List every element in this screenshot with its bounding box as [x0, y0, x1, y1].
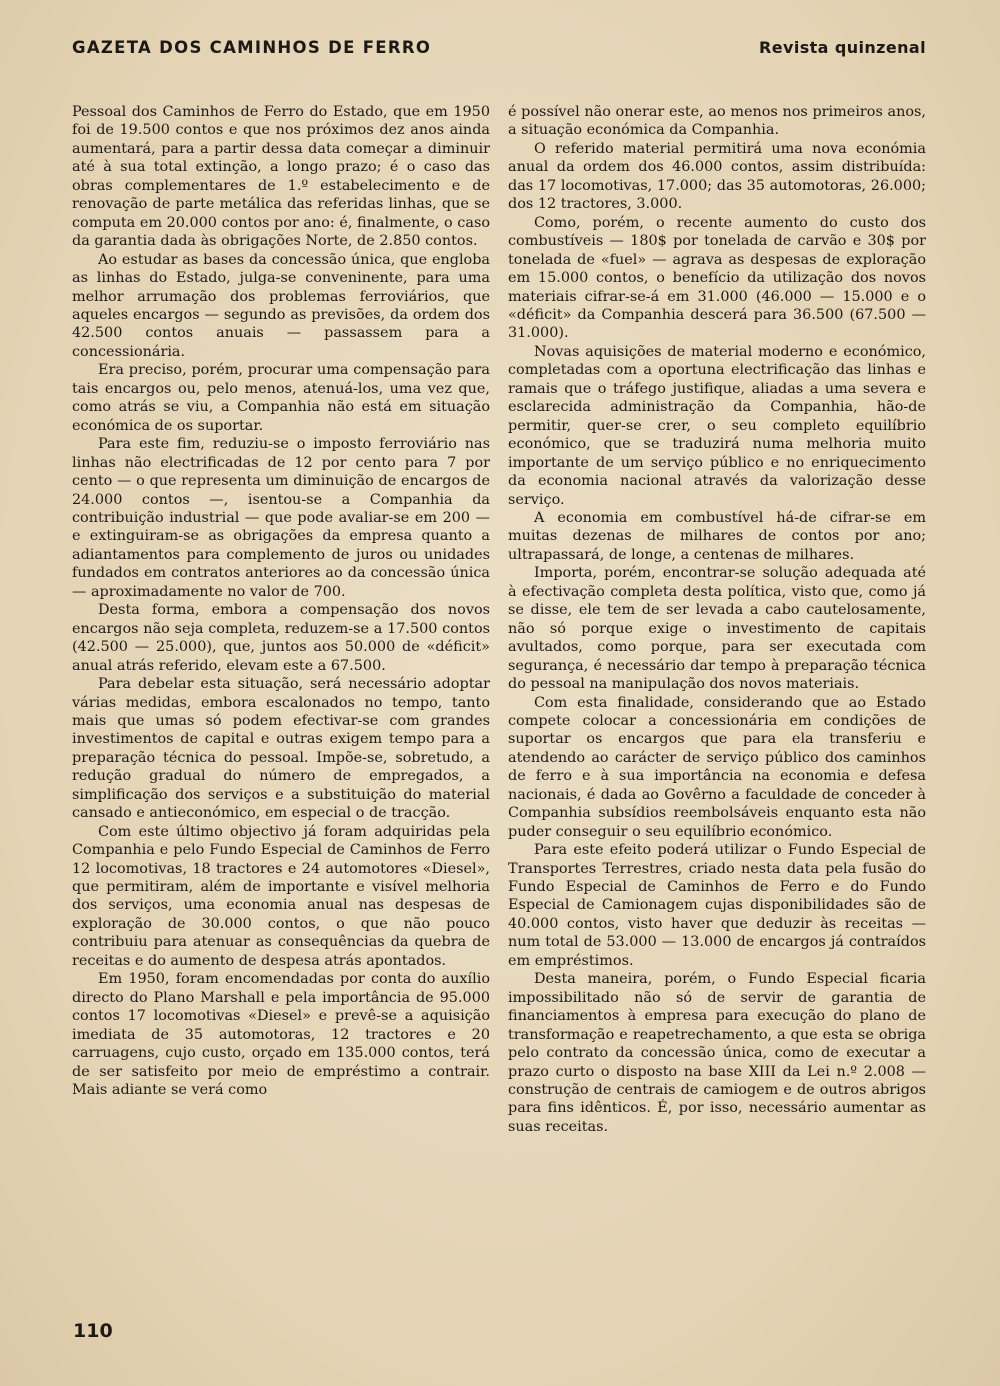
- left-column: [72, 103, 490, 1099]
- section-label: Revista quinzenal: [759, 38, 926, 57]
- paragraph: Desta maneira, porém, o Fundo Especial ficaria impossibilitado não só de servir de garantia de financiamentos à empresa para execução do plano de transformação e reapetrechamento, a que esta se obriga pelo contrato da concessão única, como de executar a prazo curto o disposto na base XIII da Lei n.º 2.008 — construção de centrais de camiogem e de outros abrigos para fins idênticos. É, por isso, necessário aumentar as suas receitas.: [508, 971, 926, 1135]
- paragraph: Como, porém, o recente aumento do custo dos combustíveis — 180$ por tonelada de carvão e 30$ por tonelada de «fuel» — agrava as despesas de exploração em 15.000 contos, o benefício da utilização dos novos materiais cifrar-se-á em 31.000 (46.000 — 15.000 e o «déficit» da Companhia descerá para 36.500 (67.500 — 31.000).: [508, 214, 926, 342]
- paragraph: Era preciso, porém, procurar uma compensação para tais encargos ou, pelo menos, atenuá-los, uma vez que, como atrás se viu, a Companhia não está em situação económica de os suportar.: [72, 362, 490, 434]
- paragraph: é possível não onerar este, ao menos nos primeiros anos, a situação económica da Companhia.: [508, 104, 926, 139]
- paragraph: Importa, porém, encontrar-se solução adequada até à efectivação completa desta política, visto que, como já se disse, ele tem de ser levada a cabo cautelosamente, não só porque exige o investimento de capitais avultados, como porque, para ser executada com segurança, é necessário dar tempo à preparação técnica do pessoal na manipulação dos novos materiais.: [508, 565, 926, 693]
- paragraph: Desta forma, embora a compensação dos novos encargos não seja completa, reduzem-se a 17.500 contos (42.500 — 25.000), que, juntos aos 50.000 de «déficit» anual atrás referido, elevam este a 67.500.: [72, 602, 490, 674]
- paragraph: Novas aquisições de material moderno e económico, completadas com a oportuna electrificação das linhas e ramais que o tráfego justifique, aliadas a uma severa e esclarecida administração da Companhia, hão-de permitir, quer-se crer, o seu completo equilíbrio económico, que se traduzirá numa melhoria muito importante de um serviço público e no enriquecimento da economia nacional através da valorização desse serviço.: [508, 343, 926, 508]
- paragraph: Para este efeito poderá utilizar o Fundo Especial de Transportes Terrestres, criado nesta data pela fusão do Fundo Especial de Caminhos de Ferro e do Fundo Especial de Camionagem cujas disponibilidades são de 40.000 contos, visto haver que deduzir às receitas — num total de 53.000 — 13.000 de encargos já contraídos em empréstimos.: [508, 842, 926, 969]
- paragraph: Em 1950, foram encomendadas por conta do auxílio directo do Plano Marshall e pela importância de 95.000 contos 17 locomotivas «Diesel» e prevê-se a aquisição imediata de 35 automotoras, 12 tractores e 20 carruagens, cujo custo, orçado em 135.000 contos, terá de ser satisfeito por meio de empréstimo a contrair. Mais adiante se verá como: [72, 971, 490, 1099]
- paragraph: A economia em combustível há-de cifrar-se em muitas dezenas de milhares de contos por ano; ultrapassará, de longe, a centenas de milhares.: [508, 509, 926, 563]
- journal-title: GAZETA DOS CAMINHOS DE FERRO: [72, 38, 432, 57]
- paragraph: Com esta finalidade, considerando que ao Estado compete colocar a concessionária em condições de suportar os encargos que para ela transferiu e atendendo ao carácter de serviço público dos caminhos de ferro e à sua importância na economia e defesa nacionais, é dada ao Govêrno a faculdade de conceder à Companhia subsídios reembolsáveis enquanto esta não puder conseguir o seu equilíbrio económico.: [508, 694, 926, 840]
- running-header: [72, 38, 926, 57]
- right-column: [508, 103, 926, 1136]
- paragraph: O referido material permitirá uma nova económia anual da ordem dos 46.000 contos, assim distribuída: das 17 locomotivas, 17.000; das 35 automotoras, 26.000; dos 12 tractores, 3.000.: [508, 140, 926, 213]
- paragraph: Ao estudar as bases da concessão única, que engloba as linhas do Estado, julga-se conveninente, para uma melhor arrumação dos problemas ferroviários, que aqueles encargos — segundo as previsões, da ordem dos 42.500 contos anuais — passassem para a concessionária.: [72, 251, 490, 360]
- paragraph: Pessoal dos Caminhos de Ferro do Estado, que em 1950 foi de 19.500 contos e que nos próximos dez anos ainda aumentará, para a partir dessa data começar a diminuir até à sua total extinção, a longo prazo; é o caso das obras complementares de 1.º estabelecimento e de renovação de parte metálica das referidas linhas, que se computa em 20.000 contos por ano: é, finalmente, o caso da garantia dada às obrigações Norte, de 2.850 contos.: [72, 104, 490, 250]
- paragraph: Com este último objectivo já foram adquiridas pela Companhia e pelo Fundo Especial de Caminhos de Ferro 12 locomotivas, 18 tractores e 24 automotores «Diesel», que permitiram, além de importante e visível melhoria dos serviços, uma economia anual nas despesas de exploração de 30.000 contos, o que não pouco contribuiu para atenuar as consequências da quebra de receitas e do aumento de despesa atrás apontados.: [72, 823, 490, 969]
- page-number: 110: [73, 1320, 113, 1342]
- paragraph: Para debelar esta situação, será necessário adoptar várias medidas, embora escalonados no tempo, tanto mais que umas só podem efectivar-se com grandes investimentos de capital e outras exigem tempo para a preparação técnica do pessoal. Impõe-se, sobretudo, a redução gradual do número de empregados, a simplificação dos serviços e a substituição do material cansado e antieconómico, em especial o de tracção.: [72, 676, 490, 822]
- paragraph: Para este fim, reduziu-se o imposto ferroviário nas linhas não electrificadas de 12 por cento para 7 por cento — o que representa um diminuição de encargos de 24.000 contos —, isentou-se a Companhia da contribuição industrial — que pode avaliar-se em 200 — e extinguiram-se as obrigações da empresa quanto a adiantamentos para complemento de juros ou unidades fundados em contratos anteriores ao da concessão única — aproximadamente no valor de 700.: [72, 436, 490, 600]
